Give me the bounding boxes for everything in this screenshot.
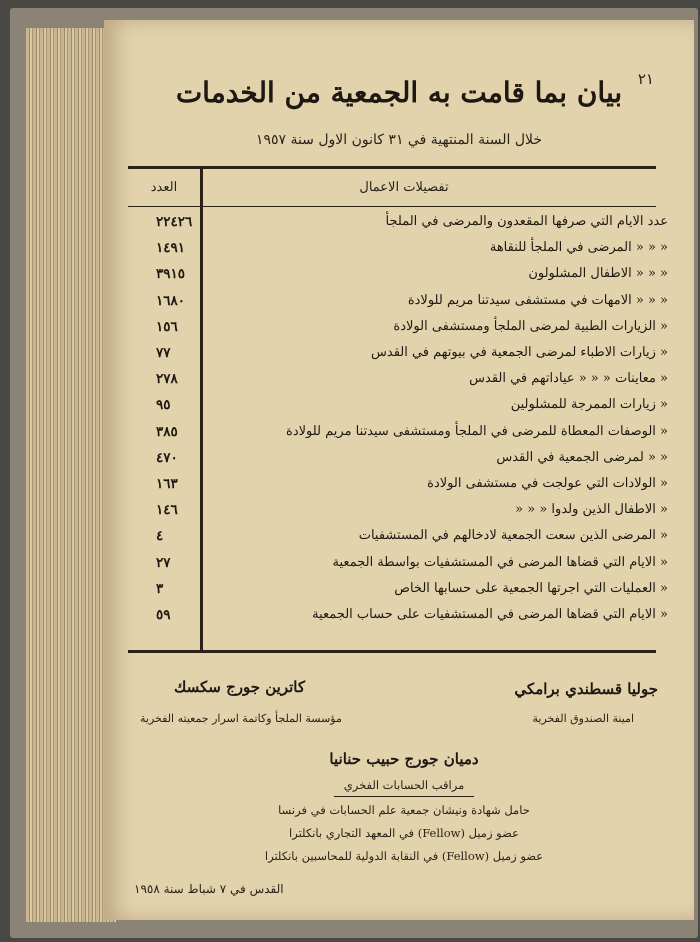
row-description: « الولادات التي عولجت في مستشفى الولادة [427, 476, 668, 491]
row-count: ١٤٩١ [156, 240, 186, 257]
table-row [128, 555, 668, 579]
row-description: « الزيارات الطبية لمرضى الملجأ ومستشفى الولادة [393, 318, 668, 334]
signature-right-name: جوليا قسطندي برامكي [514, 680, 658, 698]
document-page [104, 20, 694, 920]
table-row [128, 397, 668, 421]
table-row [128, 319, 668, 343]
header-count: العدد [150, 180, 178, 195]
row-description: « الوصفات المعطاة للمرضى في الملجأ ومستشفى سيدتنا مريم للولادة [286, 423, 668, 439]
row-count: ٢٧٨ [156, 371, 178, 388]
table-row [128, 214, 668, 238]
table-bottom-rule [128, 650, 656, 653]
row-description: « معاينات « « « عياداتهم في القدس [469, 371, 668, 387]
center-role-underline [334, 796, 474, 797]
row-count: ٩٥ [156, 397, 171, 414]
row-description: « « « الامهات في مستشفى سيدتنا مريم للولادة [407, 292, 668, 308]
place-date-footer: القدس في ٧ شباط سنة ١٩٥٨ [134, 882, 284, 896]
table-row [128, 607, 668, 631]
table-row [128, 371, 668, 395]
row-description: « الايام التي قضاها المرضى في المستشفيات بواسطة الجمعية [332, 554, 668, 570]
page-title: بيان بما قامت به الجمعية من الخدمات [175, 76, 623, 109]
table-row [128, 293, 668, 317]
row-count: ٣٩١٥ [156, 266, 186, 283]
table-row [128, 424, 668, 448]
row-description: « العمليات التي اجرتها الجمعية على حسابها الخاص [394, 580, 668, 596]
page-edges [26, 28, 116, 922]
page-subtitle: خلال السنة المنتهية في ٣١ كانون الاول سنة ١٩٥٧ [255, 132, 543, 148]
row-description: « « « الاطفال المشلولون [528, 266, 668, 282]
credential-line-2: عضو زميل (Fellow) في المعهد التجاري بانكلترا [289, 826, 519, 840]
row-count: ١٥٦ [156, 318, 178, 335]
row-description: عدد الايام التي صرفها المقعدون والمرضى في الملجأ [385, 214, 668, 229]
credential-line-1: حامل شهادة ونيشان جمعية علم الحسابات في فرنسا [278, 803, 530, 817]
row-count: ١٦٨٠ [156, 292, 186, 309]
row-description: « الاطفال الذين ولدوا « « « [515, 502, 668, 518]
table-row [128, 266, 668, 290]
table-row [128, 240, 668, 264]
row-count: ٢٧ [156, 554, 171, 571]
table-row [128, 581, 668, 605]
table-row [128, 528, 668, 552]
row-count: ٤ [156, 528, 164, 545]
table-header-rule [128, 206, 656, 207]
row-description: « زيارات الممرجة للمشلولين [510, 397, 668, 413]
signature-center-role: مراقب الحسابات الفخري [343, 778, 465, 792]
page-number: ٢١ [637, 70, 654, 88]
signature-right-role: امينة الصندوق الفخرية [532, 712, 634, 725]
table-row [128, 502, 668, 526]
row-description: « المرضى الذين سعت الجمعية لادخالهم في المستشفيات [358, 528, 668, 544]
row-count: ٧٧ [156, 345, 171, 361]
row-description: « « لمرضى الجمعية في القدس [496, 449, 668, 465]
row-count: ٣٨٥ [156, 423, 178, 440]
row-count: ١٦٣ [156, 476, 178, 492]
table-row [128, 450, 668, 474]
signature-left-name: كاترين جورج سكسك [174, 678, 306, 696]
row-count: ١٤٦ [156, 502, 178, 519]
row-description: « « « المرضى في الملجأ للنقاهة [489, 240, 668, 256]
row-count: ٥٩ [156, 607, 171, 623]
signature-center-name: دميان جورج حبيب حنانيا [329, 750, 479, 768]
header-details: تفصيلات الاعمال [359, 180, 449, 195]
row-count: ٣ [156, 580, 164, 597]
signature-left-role: مؤسسة الملجأ وكاتمة اسرار جمعيته الفخرية [140, 712, 342, 725]
credential-line-3: عضو زميل (Fellow) في النقابة الدولية للمحاسبين بانكلترا [264, 849, 544, 863]
row-count: ٢٢٤٢٦ [156, 214, 193, 230]
table-row [128, 345, 668, 369]
table-top-rule [128, 166, 656, 169]
row-count: ٤٧٠ [156, 449, 178, 466]
table-row [128, 476, 668, 500]
row-description: « الايام التي قضاها المرضى في المستشفيات على حساب الجمعية [312, 607, 668, 622]
row-description: « زيارات الاطباء لمرضى الجمعية في بيوتهم في القدس [371, 345, 668, 360]
